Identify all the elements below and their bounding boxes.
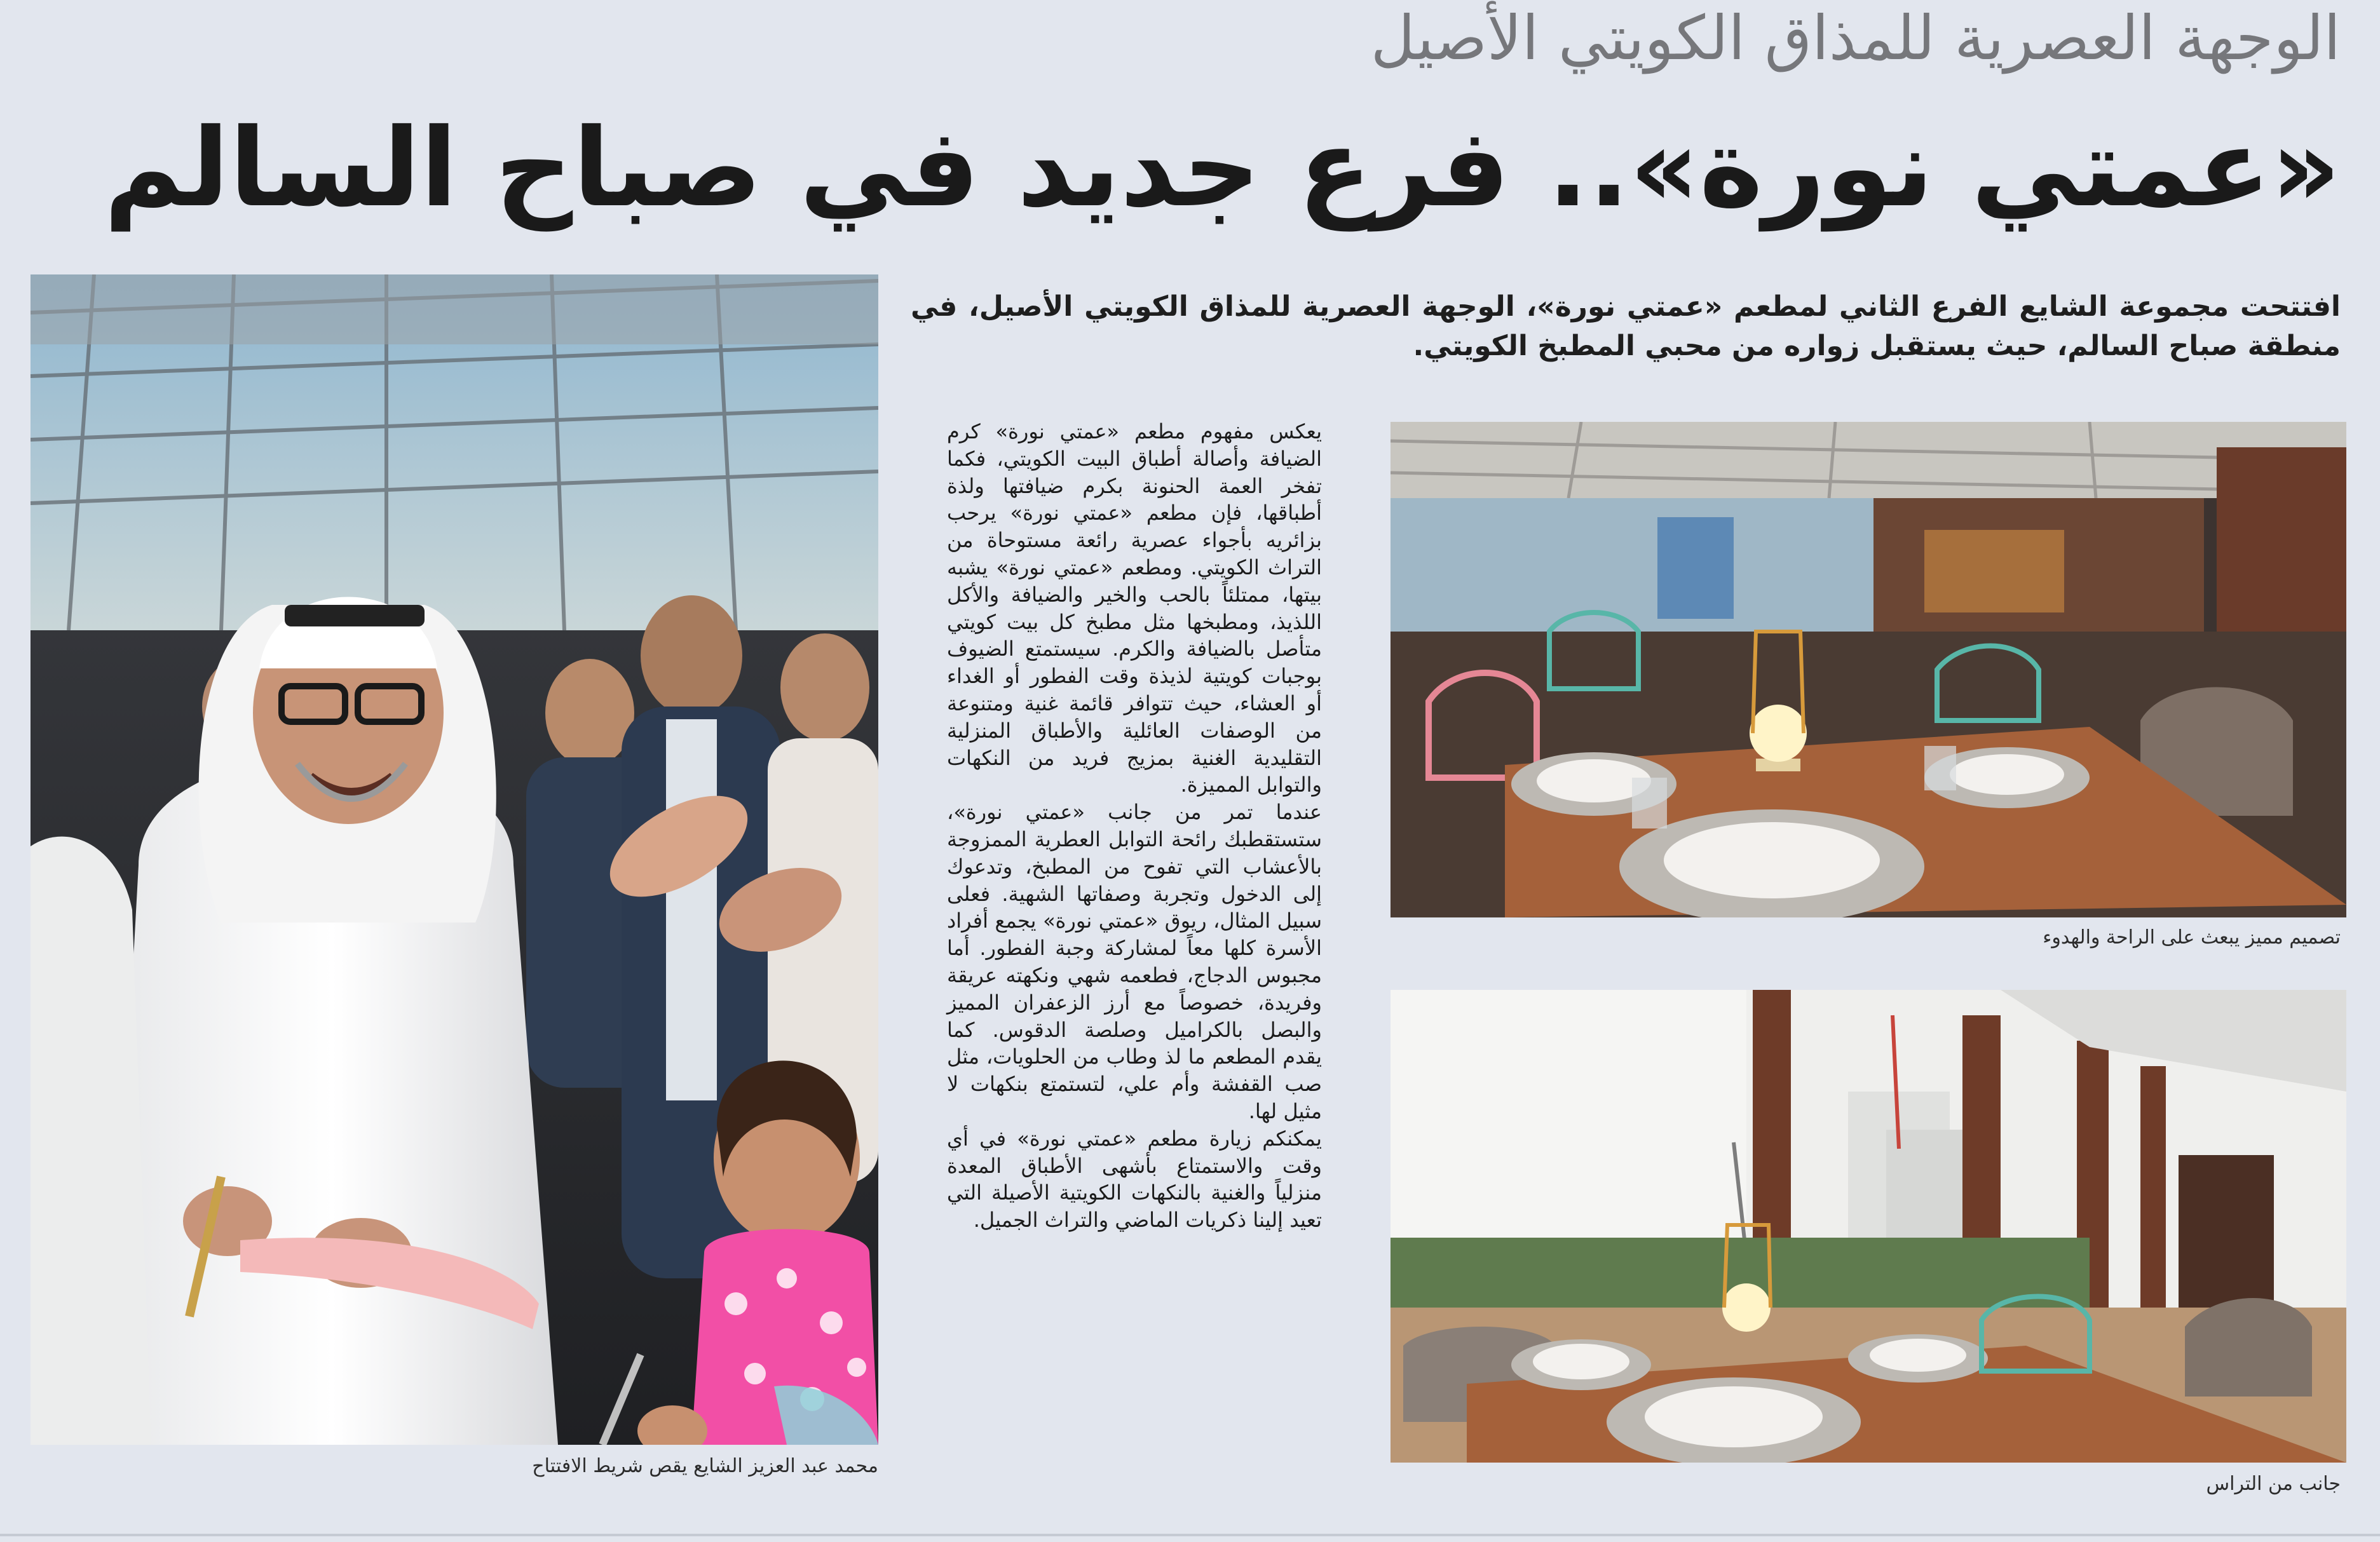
body-paragraph-3: يمكنكم زيارة مطعم «عمتي نورة» في أي وقت والاستمتاع بأشهى الأطباق المعدة منزلياً والغنية بالنكهات الكويتية الأصيلة التي تعيد إلينا ذكريات الماضي والتراث الجميل. — [947, 1126, 1322, 1233]
restaurant-interior-photo — [1391, 422, 2346, 917]
kicker-title: الوجهة العصرية للمذاق الكويتي الأصيل — [1370, 3, 2341, 74]
terrace-photo — [1391, 990, 2346, 1463]
main-photo-caption: محمد عبد العزيز الشايع يقص شريط الافتتاح — [532, 1455, 878, 1477]
headline: «عمتي نورة».. فرع جديد في صباح السالم — [104, 105, 2341, 231]
ribbon-cutting-photo — [31, 274, 878, 1445]
body-paragraph-1: يعكس مفهوم مطعم «عمتي نورة» كرم الضيافة وأصالة أطباق البيت الكويتي، فكما تفخر العمة الحنونة بكرم ضيافتها ولذة أطباقها، فإن مطعم «عمتي نورة» يرحب بزائريه بأجواء عصرية رائعة مستوحاة من التراث الكويتي. ومطعم «عمتي نورة» يشبه بيتها، ممتلئاً بالحب والخير والضيافة والأكل اللذيذ، ومطبخها مثل مطبخ كل بيت كويتي متأصل بالضيافة والكرم. سيستمتع الضيوف بوجبات كويتية لذيذة وقت الفطور أو الغداء أو العشاء، حيث تتوافر قائمة غنية ومتنوعة من الوصفات العائلية والأطباق المنزلية التقليدية الغنية بمزيج فريد من النكهات والتوابل المميزة. — [947, 419, 1322, 797]
bottom-divider — [0, 1534, 2380, 1536]
terrace-photo-caption: جانب من التراس — [2206, 1473, 2341, 1495]
lead-paragraph: افتتحت مجموعة الشايع الفرع الثاني لمطعم «عمتي نورة»، الوجهة العصرية للمذاق الكويتي الأصيل، في منطقة صباح السالم، حيث يستقبل زواره من محبي المطبخ الكويتي. — [911, 290, 2341, 362]
interior-photo-caption: تصميم مميز يبعث على الراحة والهدوء — [2043, 926, 2341, 949]
body-paragraph-2: عندما تمر من جانب «عمتي نورة»، ستستقطبك رائحة التوابل العطرية الممزوجة بالأعشاب التي تفوح من المطبخ، وتدعوك إلى الدخول وتجربة وصفاتها الشهية. فعلى سبيل المثال، ريوق «عمتي نورة» يجمع أفراد الأسرة كلها معاً لمشاركة وجبة الفطور. أما مجبوس الدجاج، فطعمه شهي ونكهته عريقة وفريدة، خصوصاً مع أرز الزعفران المميز والبصل بالكراميل وصلصة الدقوس. كما يقدم المطعم ما لذ وطاب من الحلويات، مثل صب القفشة وأم علي، لتستمتع بنكهات لا مثيل لها. — [947, 800, 1322, 1123]
article-body — [947, 418, 1322, 1234]
